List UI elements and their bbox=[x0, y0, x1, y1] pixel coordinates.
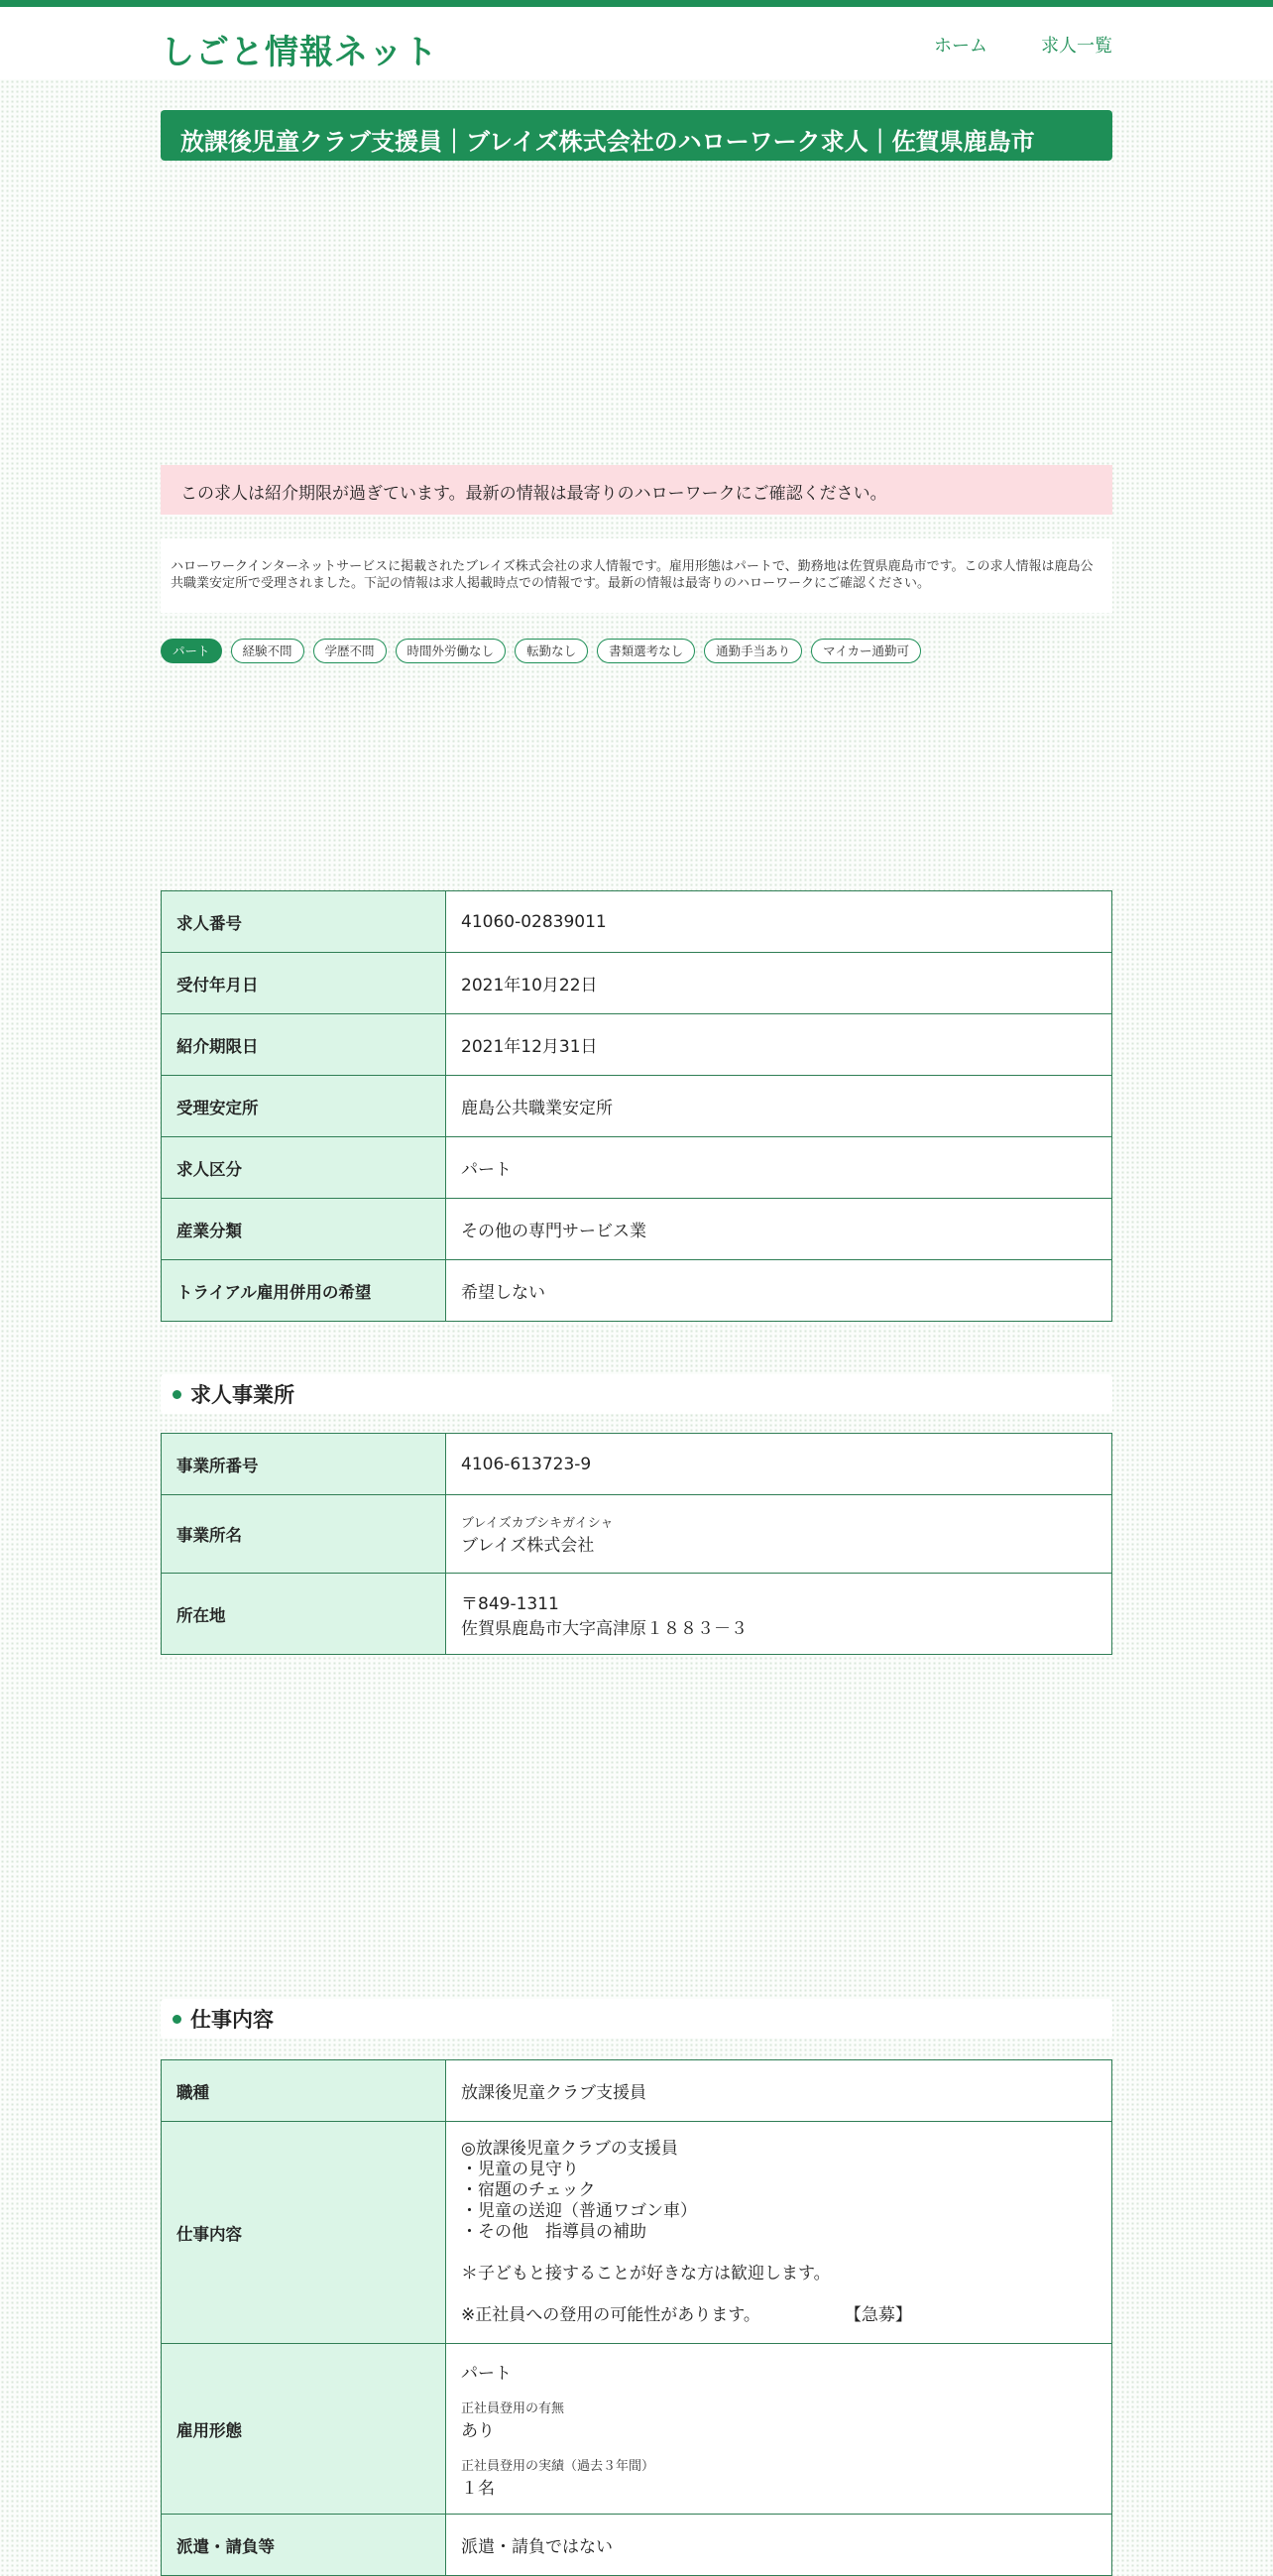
site-header bbox=[0, 7, 1273, 79]
table-row bbox=[162, 1495, 1112, 1574]
row-label: 事業所番号 bbox=[162, 1434, 446, 1495]
regular-record-value: １名 bbox=[461, 2479, 495, 2499]
job-content: ◎放課後児童クラブの支援員 ・児童の見守り ・宿題のチェック ・児童の送迎（普通ワゴン車） ・その他 指導員の補助 ＊子どもと接することが好きな方は歓迎します。 ※正社員への登用の可能性があります。 【急募】 bbox=[446, 2122, 1112, 2344]
office-name-kana: ブレイズカブシキガイシャ bbox=[461, 1516, 614, 1531]
section-heading-job bbox=[161, 1999, 1112, 2039]
page-title: 放課後児童クラブ支援員｜ブレイズ株式会社のハローワーク求人｜佐賀県鹿島市 bbox=[161, 110, 1112, 161]
table-row bbox=[162, 1076, 1112, 1137]
section-heading-office bbox=[161, 1374, 1112, 1414]
table-row bbox=[162, 1199, 1112, 1260]
regular-record-label: 正社員登用の実績（過去３年間） bbox=[461, 2459, 655, 2474]
row-value: 希望しない bbox=[446, 1260, 1112, 1322]
office-table bbox=[161, 1433, 1112, 1655]
row-label: 所在地 bbox=[162, 1574, 446, 1655]
row-label: トライアル雇用併用の希望 bbox=[162, 1260, 446, 1322]
row-label: 雇用形態 bbox=[162, 2344, 446, 2515]
row-value: 41060-02839011 bbox=[446, 891, 1112, 953]
row-value: 鹿島公共職業安定所 bbox=[446, 1076, 1112, 1137]
tag-no-education[interactable]: 学歴不問 bbox=[313, 639, 387, 663]
row-label: 受理安定所 bbox=[162, 1076, 446, 1137]
job-table bbox=[161, 2059, 1112, 2576]
table-row bbox=[162, 1260, 1112, 1322]
regular-employment-value: あり bbox=[461, 2421, 495, 2441]
regular-employment-label: 正社員登用の有無 bbox=[461, 2401, 565, 2416]
row-label: 受付年月日 bbox=[162, 953, 446, 1014]
section-title: 仕事内容 bbox=[190, 2008, 274, 2032]
dispatch-value: 派遣・請負ではない bbox=[446, 2515, 1112, 2576]
top-accent-bar bbox=[0, 0, 1273, 7]
office-name: ブレイズ株式会社 bbox=[461, 1536, 595, 1556]
basic-info-table bbox=[161, 890, 1112, 1322]
table-row bbox=[162, 1574, 1112, 1655]
tag-no-experience[interactable]: 経験不問 bbox=[231, 639, 304, 663]
employment-cell bbox=[446, 2344, 1112, 2515]
tag-no-overtime[interactable]: 時間外労働なし bbox=[396, 639, 507, 663]
table-row bbox=[162, 2122, 1112, 2344]
table-row bbox=[162, 2060, 1112, 2122]
bullet-dot-icon bbox=[173, 2015, 181, 2024]
section-title: 求人事業所 bbox=[190, 1383, 294, 1407]
tag-no-transfer[interactable]: 転勤なし bbox=[515, 639, 588, 663]
feature-tags bbox=[161, 639, 1112, 663]
row-value: その他の専門サービス業 bbox=[446, 1199, 1112, 1260]
row-label: 産業分類 bbox=[162, 1199, 446, 1260]
office-name-cell bbox=[446, 1495, 1112, 1574]
row-label: 職種 bbox=[162, 2060, 446, 2122]
table-row bbox=[162, 2515, 1112, 2576]
employment-type: パート bbox=[461, 2364, 512, 2384]
bullet-dot-icon bbox=[173, 1390, 181, 1399]
row-label: 事業所名 bbox=[162, 1495, 446, 1574]
office-address: 佐賀県鹿島市大字高津原１８８３－３ bbox=[461, 1618, 748, 1639]
row-label: 仕事内容 bbox=[162, 2122, 446, 2344]
tag-commute-allowance[interactable]: 通勤手当あり bbox=[704, 639, 802, 663]
expired-notice: この求人は紹介期限が過ぎています。最新の情報は最寄りのハローワークにご確認ください。 bbox=[161, 465, 1112, 515]
table-row bbox=[162, 953, 1112, 1014]
nav-job-list-link[interactable]: 求人一覧 bbox=[1041, 36, 1112, 57]
row-label: 派遣・請負等 bbox=[162, 2515, 446, 2576]
table-row bbox=[162, 1137, 1112, 1199]
table-row bbox=[162, 1434, 1112, 1495]
site-logo[interactable]: しごと情報ネット bbox=[161, 33, 438, 72]
office-address-cell bbox=[446, 1574, 1112, 1655]
row-value: 2021年12月31日 bbox=[446, 1014, 1112, 1076]
row-value: 2021年10月22日 bbox=[446, 953, 1112, 1014]
table-row bbox=[162, 891, 1112, 953]
row-label: 求人区分 bbox=[162, 1137, 446, 1199]
tag-no-document-screening[interactable]: 書類選考なし bbox=[597, 639, 695, 663]
office-number: 4106-613723-9 bbox=[446, 1434, 1112, 1495]
tag-part-time[interactable]: パート bbox=[161, 639, 222, 663]
table-row bbox=[162, 1014, 1112, 1076]
nav-home-link[interactable]: ホーム bbox=[934, 36, 987, 57]
main-nav bbox=[934, 32, 1112, 58]
tag-car-commute[interactable]: マイカー通勤可 bbox=[811, 639, 921, 663]
row-label: 紹介期限日 bbox=[162, 1014, 446, 1076]
office-postal-code: 〒849-1311 bbox=[461, 1593, 559, 1614]
row-value: パート bbox=[446, 1137, 1112, 1199]
row-label: 求人番号 bbox=[162, 891, 446, 953]
job-description-summary: ハローワークインターネットサービスに掲載されたブレイズ株式会社の求人情報です。雇用形態はパートで、勤務地は佐賀県鹿島市です。この求人情報は鹿島公共職業安定所で受理されました。下記の情報は求人掲載時点での情報です。最新の情報は最寄りのハローワークにご確認ください。 bbox=[161, 538, 1112, 613]
table-row bbox=[162, 2344, 1112, 2515]
job-type: 放課後児童クラブ支援員 bbox=[446, 2060, 1112, 2122]
